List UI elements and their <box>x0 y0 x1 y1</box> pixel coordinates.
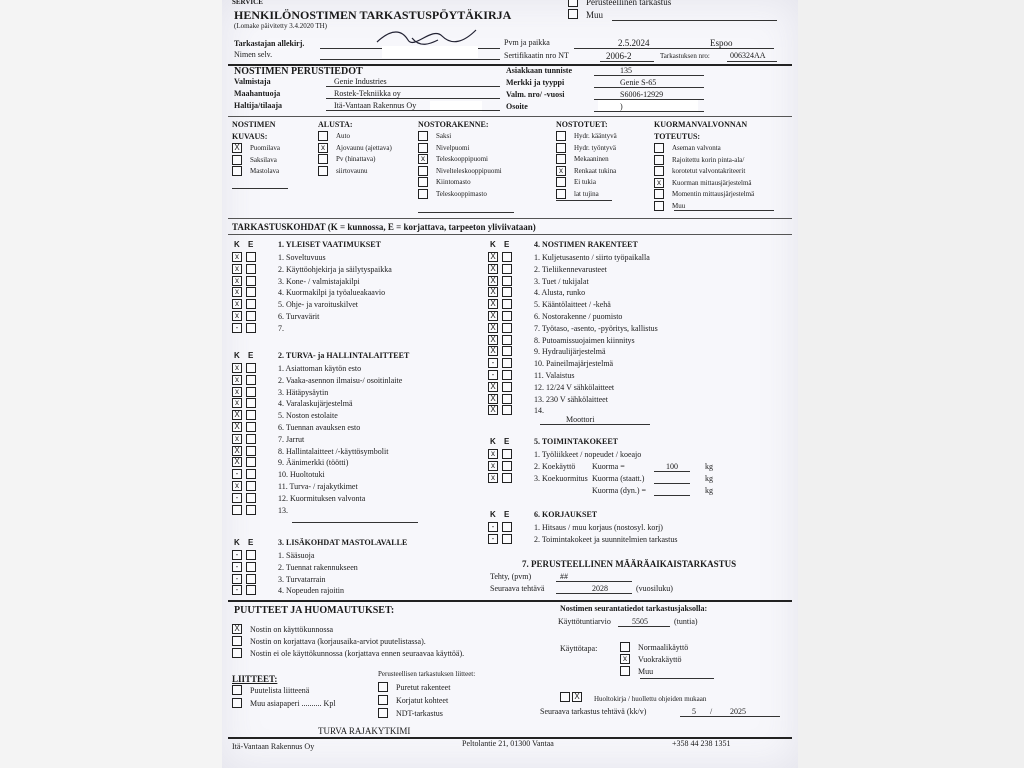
check-e-box[interactable] <box>502 449 512 459</box>
category-option: Pv (hinattava) <box>336 155 376 163</box>
usage-checkbox[interactable] <box>620 666 630 676</box>
hours-value: 5505 <box>632 617 648 626</box>
check-k-box[interactable]: x <box>232 387 242 397</box>
section-title: 3. LISÄKOHDAT MASTOLAVALLE <box>278 538 408 547</box>
footer-company: Itä-Vantaan Rakennus Oy <box>232 742 315 751</box>
category-option: Saksi <box>436 132 452 140</box>
check-k-box[interactable]: x <box>488 449 498 459</box>
attachment-checkbox[interactable] <box>232 685 242 695</box>
category-option: korotetut valvontakriteerit <box>672 167 746 175</box>
check-e-box[interactable] <box>246 469 256 479</box>
check-e-box[interactable] <box>246 311 256 321</box>
perus-label: Puretut rakenteet <box>396 683 451 692</box>
check-e-box[interactable] <box>246 264 256 274</box>
check-k-box[interactable]: - <box>232 550 242 560</box>
category-option: siirtovaunu <box>336 166 368 175</box>
check-e-box[interactable] <box>246 422 256 432</box>
load-label-2: Kuorma (staatt.) <box>592 474 645 483</box>
check-e-box[interactable] <box>502 405 512 415</box>
check-item-label: 11. Turva- / rajakytkimet <box>278 482 358 491</box>
check-item-label: 13. 230 V sähkölaitteet <box>534 394 608 404</box>
check-e-box[interactable] <box>246 585 256 595</box>
basic-label: Asiakkaan tunniste <box>506 66 573 75</box>
category-title: KUORMANVALVONNAN <box>654 120 748 129</box>
name-label: Nimen selv. <box>234 50 273 59</box>
basic-label: Valm. nro/ -vuosi <box>506 90 565 99</box>
category-checkbox[interactable] <box>654 155 664 165</box>
check-k-box[interactable]: x <box>232 481 242 491</box>
category-option: Teleskooppipuomi <box>436 155 489 163</box>
category-checkbox[interactable] <box>556 189 566 199</box>
category-checkbox[interactable] <box>418 177 428 187</box>
check-item-label: 5. Kääntölaitteet / -kehä <box>534 300 611 310</box>
category-checkbox[interactable] <box>318 131 328 141</box>
logbook-label: Huoltokirja / huollettu ohjeiden mukaan <box>594 695 707 703</box>
category-checkbox[interactable] <box>232 166 242 176</box>
check-item-label: 4. Nopeuden rajoitin <box>278 586 344 596</box>
category-option: Momentin mittausjärjestelmä <box>672 190 755 198</box>
hours-label: Käyttötuntiarvio <box>558 617 611 626</box>
category-title: NOSTORAKENNE: <box>418 120 489 129</box>
category-checkbox[interactable] <box>418 189 428 199</box>
check-item-label: 1. Työliikkeet / nopeudet / koeajo <box>534 450 642 459</box>
section-title: 2. TURVA- ja HALLINTALAITTEET <box>278 351 410 360</box>
category-checkbox[interactable] <box>654 189 664 199</box>
check-k-box[interactable]: X <box>232 446 242 456</box>
check-item-label: 5. Noston estolaite <box>278 411 338 421</box>
check-item-label: 12. 12/24 V sähkölaitteet <box>534 382 615 392</box>
stamp-text: TURVA RAJAKYTKIMI <box>318 726 411 736</box>
cert-value: 2006-2 <box>606 51 632 61</box>
insp-no-label: Tarkastuksen nro: <box>660 52 710 60</box>
check-k-box[interactable]: x <box>232 264 242 274</box>
check-item-label: 2. Koekäyttö <box>534 461 576 471</box>
category-checkbox[interactable] <box>654 166 664 176</box>
load-label-3: Kuorma (dyn.) = <box>592 486 647 495</box>
check-e-box[interactable] <box>502 394 512 404</box>
category-option: Mastolava <box>250 167 280 175</box>
check-e-box[interactable] <box>502 335 512 345</box>
section-title: 4. NOSTIMEN RAKENTEET <box>534 240 638 249</box>
check-k-box[interactable]: - <box>232 585 242 595</box>
category-option: Mekaaninen <box>574 155 609 163</box>
category-checkbox[interactable] <box>556 131 566 141</box>
section-title: 6. KORJAUKSET <box>534 510 598 519</box>
check-item-label: 14. <box>534 406 544 416</box>
usage-checkbox[interactable]: x <box>620 654 630 664</box>
next-slash: / <box>710 707 713 716</box>
check-e-box[interactable] <box>502 461 512 471</box>
check-item-label: 2. Tieliikennevarusteet <box>534 264 607 274</box>
category-option: Auto <box>336 132 350 140</box>
date-label: Pvm ja paikka <box>504 38 550 47</box>
check-k-box[interactable]: x <box>232 398 242 408</box>
check-item-label: 7. Työtaso, -asento, -pyöritys, kallistus <box>534 323 658 333</box>
check-title: TARKASTUSKOHDAT (K = kunnossa, E = korjattava, tarpeeton yliviivataan) <box>232 222 536 232</box>
check-k-box[interactable]: x <box>232 276 242 286</box>
check-e-box[interactable] <box>502 534 512 544</box>
check-k-box[interactable]: X <box>232 457 242 467</box>
check-item-label: 10. Paineilmajärjestelmä <box>534 359 614 369</box>
category-checkbox[interactable]: x <box>318 143 328 153</box>
perus-checkbox[interactable] <box>378 682 388 692</box>
check-item-label: 1. Kuljetusasento / siirto työpaikalla <box>534 253 650 262</box>
check-item-label: 1. Soveltuvuus <box>278 253 326 262</box>
load-unit-3: kg <box>705 486 713 495</box>
check-k-box[interactable]: X <box>488 335 498 345</box>
periodic-next-value: 2028 <box>592 584 608 593</box>
form-title: HENKILÖNOSTIMEN TARKASTUSPÖYTÄKIRJA <box>234 8 512 22</box>
check-item-label: 6. Nostorakenne / puomisto <box>534 312 623 321</box>
category-option: Nivelteleskooppipuomi <box>436 166 502 175</box>
check-item-label: 2. Käyttöohjekirja ja säilytyspaikka <box>278 264 392 274</box>
check-e-box[interactable] <box>502 299 512 309</box>
category-checkbox[interactable]: x <box>556 166 566 176</box>
check-e-box[interactable] <box>246 434 256 444</box>
defect-checkbox[interactable]: X <box>232 624 242 634</box>
category-option: Rajoitettu korin pinta-ala/ <box>672 155 745 164</box>
periodic-next-suffix: (vuosiluku) <box>636 584 673 593</box>
attachment-label: Muu asiapaperi .......... Kpl <box>250 699 336 708</box>
category-title: ALUSTA: <box>318 120 353 129</box>
category-option: Kiintomasto <box>436 178 471 186</box>
section-title: 5. TOIMINTAKOKEET <box>534 437 619 446</box>
check-e-box[interactable] <box>246 574 256 584</box>
category-option: Hydr. työntyvä <box>574 143 616 152</box>
perus-label: NDT-tarkastus <box>396 709 443 718</box>
check-k-box[interactable]: x <box>232 434 242 444</box>
attachments-title: LIITTEET: <box>232 674 278 684</box>
category-checkbox[interactable]: x <box>418 154 428 164</box>
section-title: 1. YLEISET VAATIMUKSET <box>278 240 381 249</box>
e-header: E <box>504 240 510 249</box>
defect-checkbox[interactable] <box>232 636 242 646</box>
category-checkbox[interactable]: X <box>232 143 242 153</box>
e-header: E <box>248 240 254 249</box>
check-k-box[interactable]: x <box>232 299 242 309</box>
check-e-box[interactable] <box>246 375 256 385</box>
check-e-box[interactable] <box>246 323 256 333</box>
check-item-label: 4. Varalaskujärjestelmä <box>278 399 353 409</box>
category-title: NOSTOTUET: <box>556 120 608 129</box>
check-item-label: 4. Alusta, runko <box>534 288 586 298</box>
check-k-box[interactable]: - <box>488 534 498 544</box>
check-e-box[interactable] <box>502 276 512 286</box>
check-e-box[interactable] <box>246 446 256 456</box>
basic-label: Maahantuoja <box>234 89 281 98</box>
check-k-box[interactable]: X <box>488 276 498 286</box>
check-e-box[interactable] <box>246 481 256 491</box>
check-e-box[interactable] <box>246 387 256 397</box>
check-k-box[interactable]: - <box>488 358 498 368</box>
check-k-box[interactable]: - <box>232 469 242 479</box>
top-option-label: Muu <box>586 10 604 20</box>
date-value: 2.5.2024 <box>618 38 650 48</box>
basic-value: ) <box>620 102 623 111</box>
check-k-box[interactable]: x <box>232 252 242 262</box>
brand-label: SERVICE <box>232 0 263 6</box>
check-k-box[interactable] <box>232 505 242 515</box>
category-option: Nivelpuomi <box>436 143 470 152</box>
e-header: E <box>248 538 254 547</box>
check-item-label: 7. <box>278 323 284 333</box>
next-year: 2025 <box>730 707 746 716</box>
check-e-box[interactable] <box>502 287 512 297</box>
footer-phone: +358 44 238 1351 <box>672 739 731 748</box>
muu-top-checkbox[interactable] <box>568 9 578 19</box>
check-k-box[interactable]: X <box>488 323 498 333</box>
insp-no-value: 006324AA <box>730 51 766 60</box>
check-k-box[interactable]: x <box>232 287 242 297</box>
category-option: Puomilava <box>250 144 280 152</box>
signature-icon <box>372 22 482 48</box>
basic-label: Valmistaja <box>234 77 271 86</box>
category-checkbox[interactable] <box>418 143 428 153</box>
category-option: Ei tukia <box>574 178 596 186</box>
check-item-label: 10. Huoltotuki <box>278 470 325 480</box>
next-insp-label: Seuraava tarkastus tehtävä (kk/v) <box>540 707 647 716</box>
load-unit-2: kg <box>705 474 713 483</box>
check-item-label: 7. Jarrut <box>278 434 305 444</box>
check-k-box[interactable]: X <box>488 311 498 321</box>
perus-checkbox[interactable] <box>378 695 388 705</box>
check-item-label: 4. Kuormakilpi ja työalueakaavio <box>278 288 386 298</box>
check-item-label: 6. Turvavärit <box>278 312 320 321</box>
place-value: Espoo <box>710 38 733 48</box>
footer-address: Peltolantie 21, 01300 Vantaa <box>462 739 554 748</box>
usage-label: Muu <box>638 667 654 676</box>
check-item-label: 1. Asiattoman käytön esto <box>278 364 362 373</box>
usage-label: Käyttötapa: <box>560 644 598 653</box>
check-e-box[interactable] <box>246 550 256 560</box>
check-item-label: 3. Tuet / tukijalat <box>534 276 589 286</box>
periodic-next-label: Seuraava tehtävä <box>490 584 545 593</box>
check-k-box[interactable]: X <box>488 382 498 392</box>
check-item-label: 11. Valaistus <box>534 371 575 380</box>
next-month: 5 <box>692 707 696 716</box>
perus-label: Korjatut kohteet <box>396 696 449 705</box>
category-checkbox[interactable] <box>418 166 428 176</box>
usage-label: Vuokrakäyttö <box>638 655 682 664</box>
category-title: KUVAUS: <box>232 132 268 141</box>
check-e-box[interactable] <box>246 562 256 572</box>
basic-label: Merkki ja tyyppi <box>506 78 565 87</box>
item14-value: Moottori <box>566 415 595 424</box>
check-e-box[interactable] <box>246 299 256 309</box>
check-e-box[interactable] <box>502 252 512 262</box>
check-k-box[interactable]: X <box>232 422 242 432</box>
check-e-box[interactable] <box>246 505 256 515</box>
check-item-label: 3. Kone- / valmistajakilpi <box>278 276 360 286</box>
k-header: K <box>490 510 496 519</box>
check-e-box[interactable] <box>502 346 512 356</box>
check-item-label: 9. Äänimerkki (töötti) <box>278 458 349 468</box>
next-mark-2[interactable]: X <box>572 692 582 702</box>
check-e-box[interactable] <box>502 382 512 392</box>
form-subtitle: (Lomake päivitetty 3.4.2020 TH) <box>234 22 327 30</box>
check-k-box[interactable]: X <box>488 264 498 274</box>
check-k-box[interactable]: x <box>488 461 498 471</box>
check-k-box[interactable]: X <box>488 346 498 356</box>
check-e-box[interactable] <box>502 358 512 368</box>
basic-label: Haltija/tilaaja <box>234 101 282 110</box>
basic-value: Rostek-Tekniikka oy <box>334 89 401 98</box>
check-e-box[interactable] <box>246 410 256 420</box>
periodic-year-label: Tehty, (pvm) <box>490 572 532 581</box>
background-left <box>0 0 222 768</box>
check-e-box[interactable] <box>246 252 256 262</box>
basic-value: S6006-12929 <box>620 90 664 99</box>
perus-checkbox[interactable] <box>378 708 388 718</box>
check-e-box[interactable] <box>502 522 512 532</box>
perus-attach-title: Perusteellisen tarkastuksen liitteet: <box>378 670 476 678</box>
basic-value: Genie S-65 <box>620 78 657 87</box>
category-title: TOTEUTUS: <box>654 132 701 141</box>
basic-label: Osoite <box>506 102 528 111</box>
category-option: Muu <box>672 201 686 210</box>
periodic-title: 7. PERUSTEELLINEN MÄÄRÄAIKAISTARKASTUS <box>522 559 737 569</box>
cert-label: Sertifikaatin nro NT <box>504 51 569 60</box>
check-item-label: 8. Hallintalaitteet /-käyttösymbolit <box>278 446 389 456</box>
defect-label: Nostin on käyttökunnossa <box>250 625 334 634</box>
check-e-box[interactable] <box>502 370 512 380</box>
defect-label: Nostin ei ole käyttökunnossa (korjattava ennen seuraavaa käyttöä). <box>250 649 465 658</box>
category-checkbox[interactable] <box>556 154 566 164</box>
check-k-box[interactable]: - <box>232 562 242 572</box>
category-title: NOSTIMEN <box>232 120 276 129</box>
defects-title: PUUTTEET JA HUOMAUTUKSET: <box>234 605 395 616</box>
perusteellinen-checkbox[interactable] <box>568 0 578 7</box>
check-item-label: 2. Vaaka-asennon ilmaisu-/ osoitinlaite <box>278 375 403 385</box>
check-e-box[interactable] <box>502 311 512 321</box>
k-header: K <box>234 351 240 360</box>
k-header: K <box>490 437 496 446</box>
check-k-box[interactable]: X <box>232 410 242 420</box>
check-item-label: 8. Putoamissuojaimen kiinnitys <box>534 335 635 345</box>
check-k-box[interactable]: x <box>488 473 498 483</box>
category-option: Kuorman mittausjärjestelmä <box>672 178 752 187</box>
usage-checkbox[interactable] <box>620 642 630 652</box>
k-header: K <box>490 240 496 249</box>
basic-value: 135 <box>620 66 632 75</box>
basic-section-title: NOSTIMEN PERUSTIEDOT <box>234 66 363 77</box>
check-k-box[interactable]: X <box>488 299 498 309</box>
attachment-checkbox[interactable] <box>232 698 242 708</box>
check-item-label: 13. <box>278 505 288 515</box>
basic-value: Itä-Vantaan Rakennus Oy <box>334 101 417 110</box>
check-e-box[interactable] <box>246 363 256 373</box>
check-k-box[interactable]: x <box>232 375 242 385</box>
check-e-box[interactable] <box>246 493 256 503</box>
check-e-box[interactable] <box>246 398 256 408</box>
basic-value: Genie Industries <box>334 77 387 86</box>
category-option: Saksilava <box>250 155 277 164</box>
check-item-label: 1. Hitsaus / muu korjaus (nostosyl. korj) <box>534 523 663 532</box>
next-mark-1[interactable] <box>560 692 570 702</box>
periodic-year-value: ## <box>560 572 568 581</box>
check-item-label: 3. Turvatarrain <box>278 574 326 584</box>
check-item-label: 2. Tuennat rakennukseen <box>278 562 358 572</box>
hours-unit: (tuntia) <box>674 617 698 626</box>
check-k-box[interactable]: - <box>232 574 242 584</box>
category-checkbox[interactable] <box>318 154 328 164</box>
check-k-box[interactable]: X <box>488 252 498 262</box>
check-item-label: 6. Tuennan avauksen esto <box>278 423 361 432</box>
e-header: E <box>248 351 254 360</box>
load-value-1: 100 <box>666 462 678 471</box>
check-k-box[interactable]: - <box>488 370 498 380</box>
background-right <box>798 0 1024 768</box>
k-header: K <box>234 538 240 547</box>
category-checkbox[interactable] <box>654 143 664 153</box>
check-item-label: 2. Toimintakokeet ja suunnitelmien tarkastus <box>534 534 678 544</box>
e-header: E <box>504 510 510 519</box>
category-option: Aseman valvonta <box>672 144 721 152</box>
check-item-label: 5. Ohje- ja varoituskilvet <box>278 300 358 310</box>
check-k-box[interactable]: X <box>488 287 498 297</box>
check-e-box[interactable] <box>246 287 256 297</box>
check-item-label: 9. Hydraulijärjestelmä <box>534 347 606 357</box>
e-header: E <box>504 437 510 446</box>
k-header: K <box>234 240 240 249</box>
check-k-box[interactable]: X <box>488 394 498 404</box>
check-item-label: 1. Sääsuoja <box>278 551 315 560</box>
category-checkbox[interactable] <box>556 143 566 153</box>
check-k-box[interactable]: x <box>232 311 242 321</box>
inspection-form-sheet <box>222 0 798 768</box>
inspector-label: Tarkastajan allekirj. <box>234 39 305 48</box>
category-checkbox[interactable] <box>556 177 566 187</box>
attachment-label: Puutelista liitteenä <box>250 686 310 695</box>
check-k-box[interactable]: - <box>232 493 242 503</box>
category-checkbox[interactable]: x <box>654 178 664 188</box>
usage-label: Normaalikäyttö <box>638 643 689 652</box>
check-item-label: 3. Hätäpysäytin <box>278 387 329 397</box>
check-item-label: 12. Kuormituksen valvonta <box>278 493 366 503</box>
monitoring-title: Nostimen seurantatiedot tarkastusjaksolla: <box>560 604 708 613</box>
check-e-box[interactable] <box>502 473 512 483</box>
check-e-box[interactable] <box>246 276 256 286</box>
category-option: Ajovaunu (ajettava) <box>336 143 392 152</box>
defect-checkbox[interactable] <box>232 648 242 658</box>
category-option: Renkaat tukina <box>574 166 617 175</box>
check-k-box[interactable]: - <box>488 522 498 532</box>
check-e-box[interactable] <box>502 264 512 274</box>
category-option: Teleskooppimasto <box>436 189 487 198</box>
category-checkbox[interactable] <box>318 166 328 176</box>
check-e-box[interactable] <box>246 457 256 467</box>
check-e-box[interactable] <box>502 323 512 333</box>
load-unit-1: kg <box>705 462 713 471</box>
category-option: lat tujina <box>574 189 599 198</box>
check-k-box[interactable]: X <box>488 405 498 415</box>
check-k-box[interactable]: - <box>232 323 242 333</box>
category-checkbox[interactable] <box>232 155 242 165</box>
category-checkbox[interactable] <box>418 131 428 141</box>
category-checkbox[interactable] <box>654 201 664 211</box>
category-option: Hydr. kääntyvä <box>574 132 617 140</box>
load-label-1: Kuorma = <box>592 462 625 471</box>
check-item-label: 3. Koekuormitus <box>534 473 588 483</box>
defect-label: Nostin on korjattava (korjausaika-arviot puutelistassa). <box>250 637 426 646</box>
top-option-label: Perusteellinen tarkastus <box>586 0 672 7</box>
check-k-box[interactable]: x <box>232 363 242 373</box>
